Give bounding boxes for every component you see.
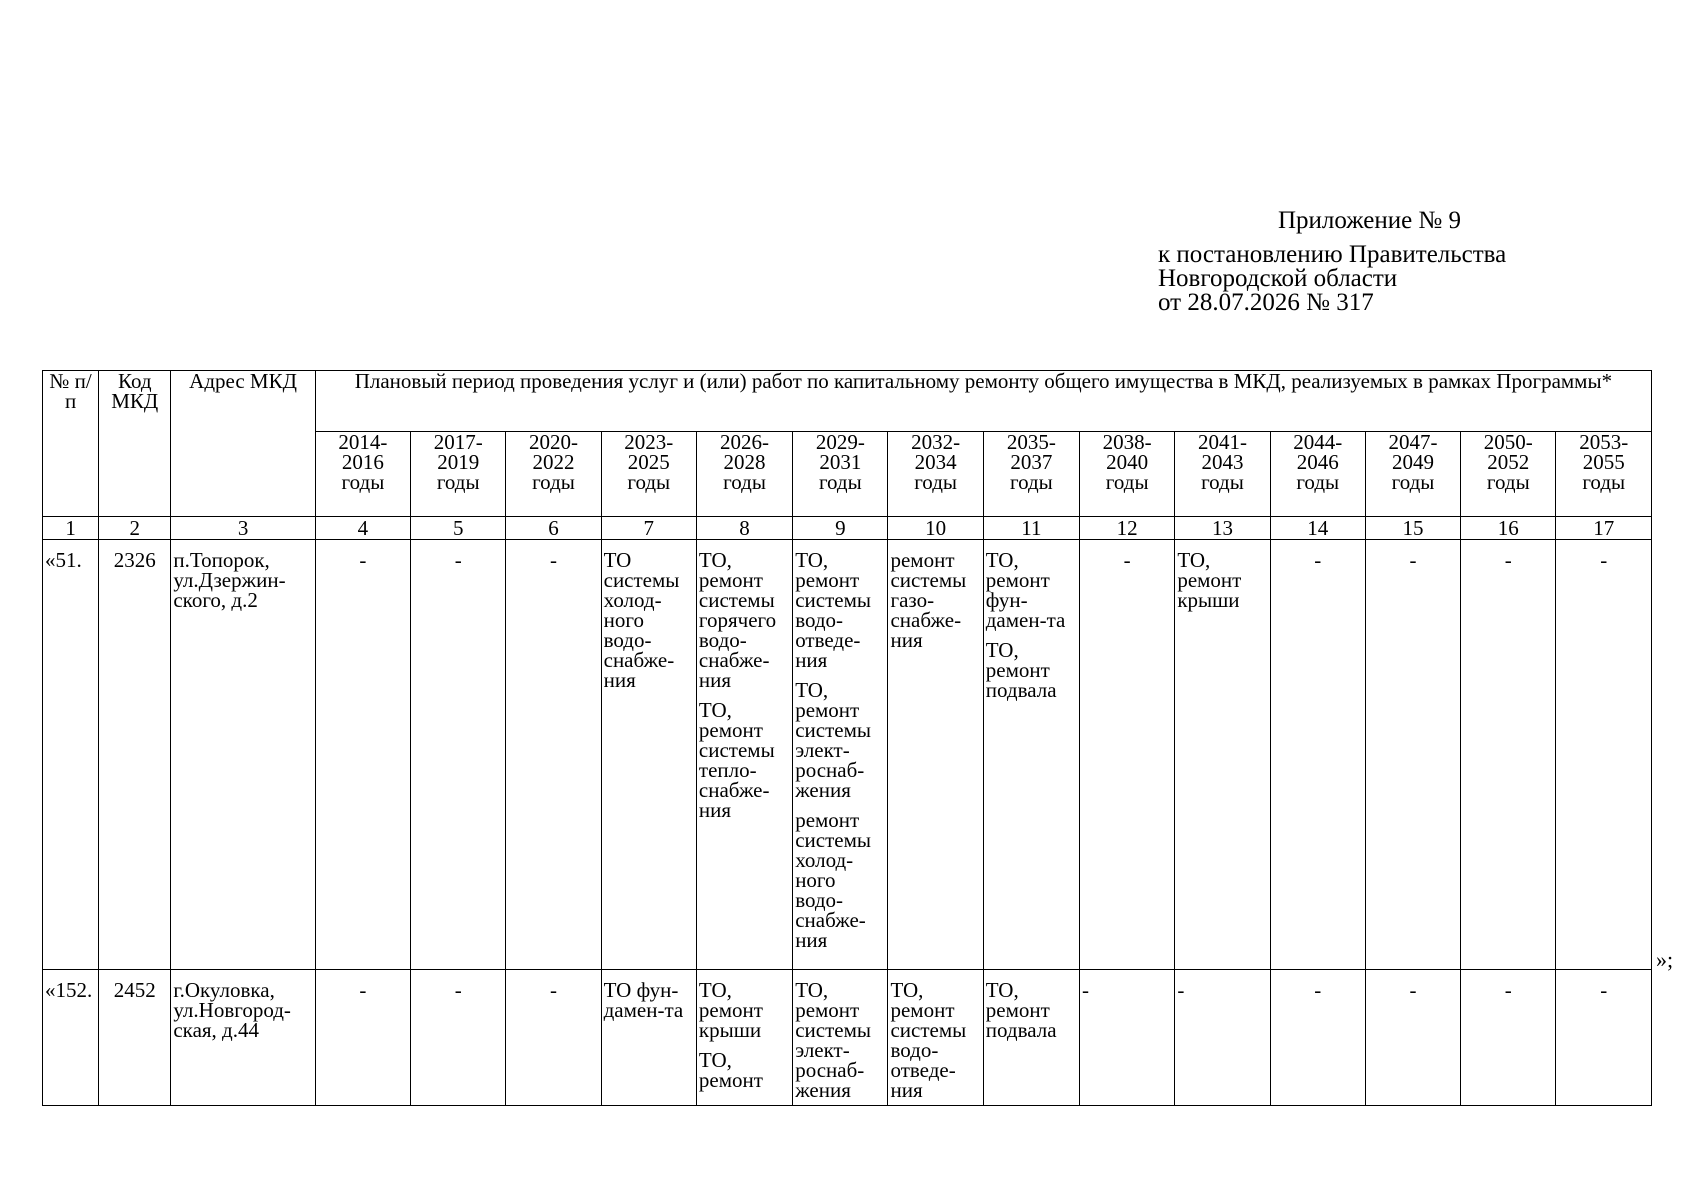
closing-quote-mark: »; [1656, 947, 1674, 972]
work-item: ТО, ремонт крыши [698, 978, 763, 1042]
header-code: Код МКД [99, 371, 171, 517]
year-suffix: годы [341, 470, 385, 494]
work-item: ТО, ремонт системы водо-отведе-ния [795, 548, 871, 672]
header-year-6 [888, 432, 983, 517]
header-number: № п/п [43, 371, 99, 517]
year-suffix: годы [1582, 470, 1626, 494]
column-number: 7 [601, 517, 696, 540]
year-suffix: годы [914, 470, 957, 494]
work-cell [696, 540, 792, 970]
work-cell-empty: - [1365, 540, 1460, 970]
year-range: 2020-2022 [528, 431, 578, 474]
work-cell-empty: - [411, 540, 506, 970]
column-number: 2 [99, 517, 171, 540]
year-range: 2047-2049 [1388, 431, 1438, 474]
header-year-4 [696, 432, 792, 517]
row-number: «51. [43, 540, 99, 970]
work-cell-empty: - [411, 970, 506, 1106]
column-number: 3 [171, 517, 315, 540]
table-body [43, 517, 1652, 1106]
year-range: 2017-2019 [433, 431, 483, 474]
year-suffix: годы [627, 470, 671, 494]
year-suffix: годы [1105, 470, 1149, 494]
work-item: ремонт системы газо-снабже-ния [890, 548, 967, 652]
work-item: ТО, ремонт системы элект-роснаб-жения [795, 678, 871, 802]
work-cell [793, 540, 888, 970]
year-suffix: годы [818, 470, 862, 494]
work-cell-empty: - [1270, 970, 1365, 1106]
column-number: 15 [1365, 517, 1460, 540]
header-year-12 [1461, 432, 1556, 517]
year-range: 2026-2028 [720, 431, 770, 474]
header-year-2 [506, 432, 601, 517]
work-item: ТО, ремонт подвала [985, 638, 1057, 702]
year-range: 2038-2040 [1102, 431, 1152, 474]
work-cell [696, 970, 792, 1106]
work-item: ТО фун-дамен-та [603, 978, 684, 1022]
year-range: 2014-2016 [338, 431, 388, 474]
work-item: ТО, ремонт [698, 1048, 763, 1092]
work-cell-empty: - [315, 970, 410, 1106]
work-cell-empty: - [315, 540, 410, 970]
header-year-1 [411, 432, 506, 517]
work-cell [983, 540, 1079, 970]
column-number: 13 [1175, 517, 1270, 540]
year-range: 2035-2037 [1006, 431, 1056, 474]
header-address: Адрес МКД [171, 371, 315, 517]
header-year-5 [793, 432, 888, 517]
header-year-3 [601, 432, 696, 517]
work-cell [601, 540, 696, 970]
year-range: 2032-2034 [911, 431, 961, 474]
header-period: Плановый период проведения услуг и (или) работ по капитальному ремонту общего имущества в МКД, реализуемых в рамках Программы* [315, 371, 1651, 432]
work-item: ТО, ремонт системы тепло-снабже-ния [698, 698, 775, 822]
year-range: 2041-2043 [1197, 431, 1247, 474]
column-number: 10 [888, 517, 983, 540]
year-suffix: годы [723, 470, 766, 494]
work-item: ТО, ремонт системы элект-роснаб-жения [795, 978, 871, 1102]
work-cell-empty: - [1270, 540, 1365, 970]
work-cell-empty: - [1556, 540, 1652, 970]
column-number: 4 [315, 517, 410, 540]
work-item: ТО, ремонт крыши [1177, 548, 1242, 612]
column-number: 16 [1461, 517, 1556, 540]
row-address: г.Окуловка, ул.Новгород-ская, д.44 [171, 970, 315, 1106]
column-number: 12 [1080, 517, 1175, 540]
row-code: 2326 [99, 540, 171, 970]
year-suffix: годы [1296, 470, 1340, 494]
work-cell-empty: - [506, 970, 601, 1106]
header-year-10 [1270, 432, 1365, 517]
year-range: 2023-2025 [624, 431, 674, 474]
column-number: 5 [411, 517, 506, 540]
column-number: 14 [1270, 517, 1365, 540]
year-range: 2053-2055 [1579, 431, 1629, 474]
work-item: ТО системы холод-ного водо-снабже-ния [603, 548, 680, 692]
year-suffix: годы [1486, 470, 1530, 494]
header-year-0 [315, 432, 410, 517]
work-cell-empty: - [1175, 970, 1270, 1106]
appendix-line-3: от 28.07.2026 № 317 [1158, 289, 1374, 316]
year-suffix: годы [1201, 470, 1244, 494]
column-number: 9 [793, 517, 888, 540]
row-address: п.Топорок, ул.Дзержин-ского, д.2 [171, 540, 315, 970]
work-item: ТО, ремонт фун-дамен-та [985, 548, 1066, 632]
work-cell-empty: - [1556, 970, 1652, 1106]
work-cell-empty: - [1461, 540, 1556, 970]
column-number: 11 [983, 517, 1079, 540]
year-range: 2050-2052 [1483, 431, 1533, 474]
work-item: ремонт системы холод-ного водо-снабже-ния [795, 808, 871, 952]
work-cell-empty: - [1365, 970, 1460, 1106]
header-year-7 [983, 432, 1079, 517]
work-item: ТО, ремонт системы горячего водо-снабже-ния [698, 548, 777, 692]
appendix-line-1: к постановлению Правительства [1158, 241, 1507, 268]
work-cell-empty: - [1080, 540, 1175, 970]
work-cell-empty: - [1461, 970, 1556, 1106]
year-suffix: годы [436, 470, 480, 494]
header-year-13 [1556, 432, 1652, 517]
column-number: 1 [43, 517, 99, 540]
work-item: ТО, ремонт подвала [985, 978, 1057, 1042]
work-cell [601, 970, 696, 1106]
year-suffix: годы [532, 470, 575, 494]
year-range: 2044-2046 [1293, 431, 1343, 474]
header-year-8 [1080, 432, 1175, 517]
column-number: 6 [506, 517, 601, 540]
work-item: ТО, ремонт системы водо-отведе-ния [890, 978, 967, 1102]
table-row [43, 970, 1652, 1106]
header-year-11 [1365, 432, 1460, 517]
appendix-heading [1158, 208, 1506, 315]
row-number: «152. [43, 970, 99, 1106]
work-cell [888, 970, 983, 1106]
work-cell [888, 540, 983, 970]
work-cell [983, 970, 1079, 1106]
column-number: 17 [1556, 517, 1652, 540]
row-code: 2452 [99, 970, 171, 1106]
year-suffix: годы [1391, 470, 1435, 494]
column-number-row [43, 517, 1652, 540]
capital-repair-table [42, 370, 1652, 1106]
column-number: 8 [696, 517, 792, 540]
appendix-title: Приложение № 9 [1278, 207, 1462, 234]
table-row [43, 540, 1652, 970]
year-range: 2029-2031 [815, 431, 865, 474]
appendix-line-2: Новгородской области [1158, 265, 1398, 292]
work-cell-empty: - [506, 540, 601, 970]
year-suffix: годы [1010, 470, 1053, 494]
work-cell [793, 970, 888, 1106]
work-cell [1175, 540, 1270, 970]
work-cell-empty: - [1080, 970, 1175, 1106]
header-year-9 [1175, 432, 1270, 517]
